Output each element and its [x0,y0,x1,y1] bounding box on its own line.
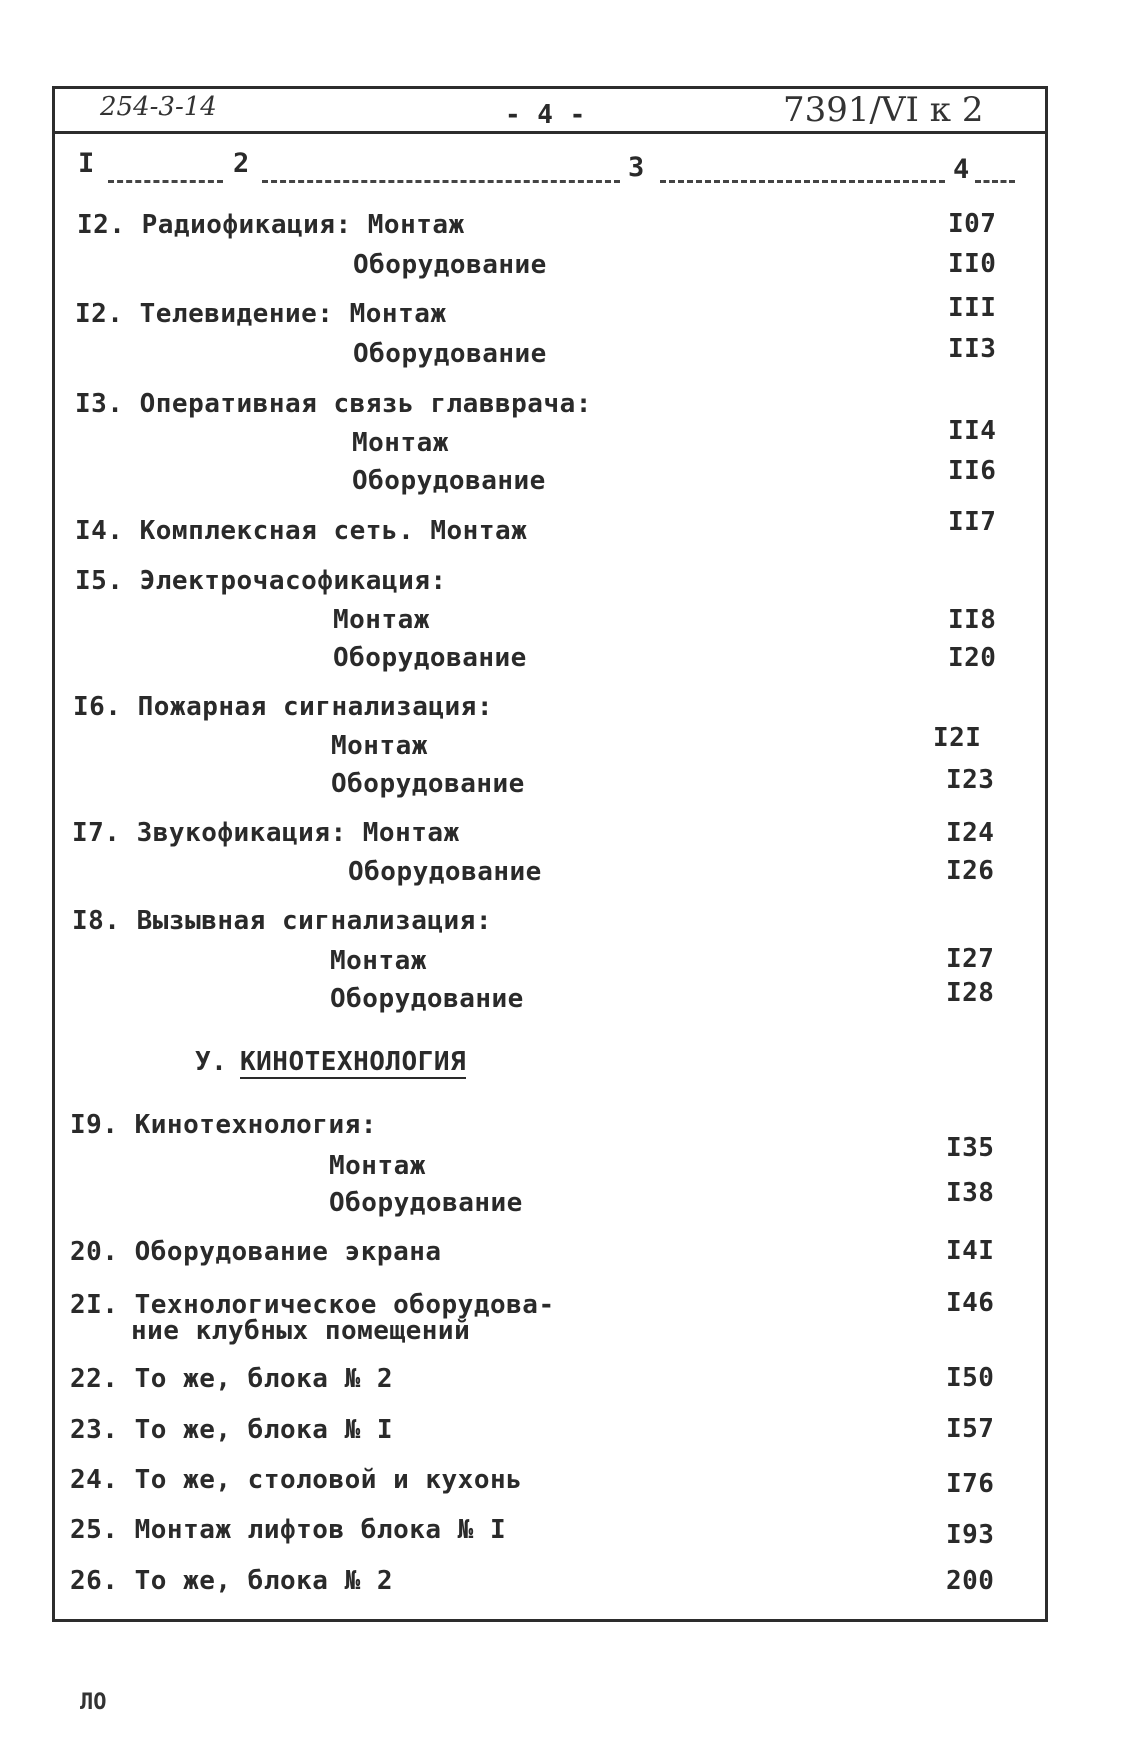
entry-page: I76 [946,1469,995,1499]
entry-text: 26. То же, блока № 2 [70,1566,394,1596]
entry-page: II0 [948,249,997,279]
entry-page: 200 [946,1566,995,1596]
entry-text: Оборудование [352,466,546,496]
col-num-2: 2 [233,148,250,179]
entry-page: I93 [946,1520,995,1550]
entry-text: I7. Звукофикация: Монтаж [72,818,460,848]
entry-text: Монтаж [331,731,428,761]
entry-text: I6. Пожарная сигнализация: [73,692,493,722]
entry-page: I26 [946,856,995,886]
entry-page: I28 [946,978,995,1008]
entry-text: I5. Электрочасофикация: [75,566,447,596]
entry-text: I8. Вызывная сигнализация: [72,906,492,936]
ref-code: 7391/VI к 2 [783,90,984,130]
col-num-4: 4 [953,154,970,185]
entry-page: II3 [948,334,997,364]
entry-page: II4 [948,416,997,446]
entry-text: Оборудование [333,643,527,673]
entry-text: Оборудование [331,769,525,799]
entry-page: II6 [948,456,997,486]
entry-text: 22. То же, блока № 2 [70,1364,394,1394]
entry-text: 24. То же, столовой и кухонь [70,1465,523,1495]
entry-page: I2I [933,723,982,753]
entry-text: Монтаж [329,1151,426,1181]
entry-text: 25. Монтаж лифтов блока № I [70,1515,507,1545]
entry-page: III [948,293,997,323]
header-divider [52,131,1048,134]
entry-text: I4. Комплексная сеть. Монтаж [75,516,528,546]
entry-text: 2I. Технологическое оборудова- [70,1290,555,1320]
entry-text: I2. Телевидение: Монтаж [75,299,447,329]
entry-text: ние клубных помещений [131,1316,471,1346]
page-mark: - 4 - [505,100,586,130]
col-dash-1 [108,180,223,183]
entry-page: II7 [948,507,997,537]
entry-text: Монтаж [352,428,449,458]
entry-page: I46 [946,1288,995,1318]
section-heading: КИНОТЕХНОЛОГИЯ [240,1047,467,1077]
entry-text: Оборудование [330,984,524,1014]
section-number: У. [195,1047,228,1077]
entry-page: I27 [946,944,995,974]
entry-page: I23 [946,765,995,795]
entry-page: II8 [948,605,997,635]
entry-page: I57 [946,1414,995,1444]
col-num-1: I [78,148,95,179]
entry-page: I24 [946,818,995,848]
entry-page: I50 [946,1363,995,1393]
doc-code: 254-3-14 [100,92,217,122]
col-dash-2 [262,180,620,183]
entry-text: Монтаж [330,946,427,976]
entry-text: Оборудование [348,857,542,887]
entry-text: I9. Кинотехнология: [70,1110,377,1140]
entry-text: I2. Радиофикация: Монтаж [77,210,465,240]
entry-text: Монтаж [333,605,430,635]
footer-mark: ЛО [80,1690,107,1715]
entry-page: I38 [946,1178,995,1208]
entry-text: Оборудование [353,339,547,369]
col-dash-3 [660,180,945,183]
entry-text: I3. Оперативная связь главврача: [75,389,592,419]
entry-text: 23. То же, блока № I [70,1415,394,1445]
entry-page: I35 [946,1133,995,1163]
entry-page: I20 [948,643,997,673]
entry-text: Оборудование [329,1188,523,1218]
entry-text: Оборудование [353,250,547,280]
col-dash-4 [975,180,1015,183]
entry-text: 20. Оборудование экрана [70,1237,442,1267]
entry-page: I4I [946,1236,995,1266]
col-num-3: 3 [628,152,645,183]
entry-page: I07 [948,209,997,239]
